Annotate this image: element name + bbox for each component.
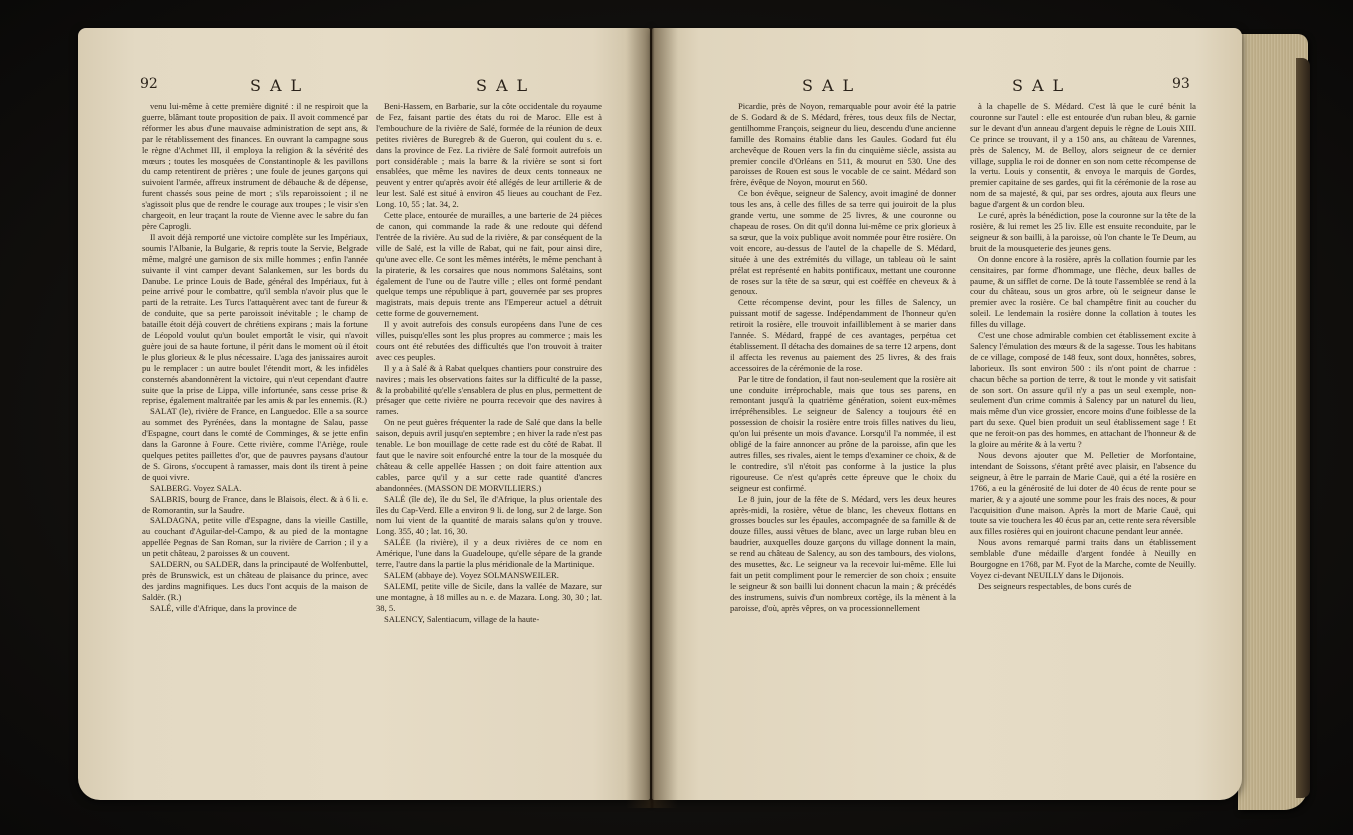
paragraph: Beni-Hassem, en Barbarie, sur la côte occidentale du royaume de Fez, faisant partie des états du roi de Maroc. Elle est à l'embouchure de la rivière de Salé, formée de la réunion de deux petites rivières de Buregreb & de Gueron, qui coulent du s. e. dans la province de Fez. La rivière de Salé formoit autrefois un port considérable ; mais la barre & la rivière se sont si fort ensablées, que même les navires de deux cents tonneaux ne peuvent y entrer qu'après avoir été allégés de leur artillerie & de leur lest. Salé est situé à environ 45 lieues au couchant de Fez. Long. 10, 55 ; lat. 34, 2. — [376, 101, 602, 210]
right-page — [652, 28, 1242, 800]
paragraph: Le 8 juin, jour de la fête de S. Médard, vers les deux heures après-midi, la rosière, vêtue de blanc, les cheveux flottans en grosses boucles sur les épaules, accompagnée de sa famille & de douze filles, aussi vêtues de blanc, avec un large ruban bleu en baudrier, auxquelles douze garçons du village donnent la main, se rend au château de Salency, au son des tambours, des violons, des musettes, &c. Le seigneur va la recevoir lui-même. Elle lui fait un petit compliment pour le remercier de son choix ; ensuite le seigneur & son bailli lui donnent chacun la main ; & précédés des instrumens, suivis d'un nombreux cortège, ils la mènent à la paroisse, d'où, après vêpres, on va processionnellement — [730, 493, 956, 613]
paragraph: Il avoit déjà remporté une victoire complète sur les Impériaux, soumis l'Albanie, la Bulgarie, & repris toute la Servie, Belgrade même, malgré une garnison de six mille hommes ; enfin l'année suivante il vint camper devant Salankemen, sur les bords du Danube. Le prince Louis de Bade, général des Impériaux, fut à peine arrivé pour le combattre, qu'il sembla n'avoir plus que le parti de la retraite. Les Turcs l'attaquèrent avec tant de fureur & de conduite, que sa perte paroissoit inévitable ; le champ de bataille étoit déjà couvert de chrétiens expirans ; mais la fortune de Léopold voulut qu'un boulet emportât le visir, qui n'avoit guère joui de sa haute fortune, il périt dans le moment où il étoit le plus glorieux & le plus nécessaire. L'aga des janissaires auroit pu le remplacer : un autre boulet l'étendit mort, & les infidèles consternés abandonnèrent la victoire, qui n'eut cependant d'autre suite que la prise de Lippa, ville infortunée, sans cesse prise & reprise, également maltraitée par les amis & par les ennemis. (R.) — [142, 231, 368, 406]
left-page — [78, 28, 650, 800]
page-number: 93 — [1172, 76, 1190, 92]
paragraph: Ce bon évêque, seigneur de Salency, avoit imaginé de donner tous les ans, à celle des filles de sa terre qui jouiroit de la plus grande vertu, une somme de 25 livres, & une couronne ou chapeau de roses. On dit qu'il donna lui-même ce prix glorieux à sa sœur, que la voix publique avoit nommée pour être rosière. On voit encore, au-dessus de l'autel de la chapelle de S. Médard, située à une des extrémités du village, un tableau où le saint prélat est représenté en habits pontificaux, mettant une couronne de roses sur la tête de sa sœur, qui est coëffée en cheveux & à genoux. — [730, 188, 956, 297]
column-2 — [376, 101, 602, 791]
entry: SALBRIS, bourg de France, dans le Blaisois, élect. & à 6 li. e. de Romorantin, sur la Saudre. — [142, 493, 368, 515]
paragraph: Par le titre de fondation, il faut non-seulement que la rosière ait une conduite irréprochable, mais que tous ses parens, en remontant jusqu'à la quatrième génération, soient eux-mêmes irrépréhensibles. Le seigneur de Salency a toujours été en possession de choisir la rosière entre trois filles natives du lieu, qu'on lui présente un mois d'avance. Lorsqu'il l'a nommée, il est obligé de la faire annoncer au prône de la paroisse, afin que les autres filles, ses rivales, aient le temps d'examiner ce choix, & de le contredire, s'il n'étoit pas conforme à la justice la plus rigoureuse. Ce n'est qu'après cette épreuve que le choix du seigneur est confirmé. — [730, 373, 956, 493]
entry: SALAT (le), rivière de France, en Languedoc. Elle a sa source au sommet des Pyrénées, dans la montagne de Salau, passe d'Espagne, court dans le comté de Comminges, & se jette enfin dans la Garonne à Foure. Cette rivière, comme l'Ariège, roule quelques petites paillettes d'or, que de pauvres paysans d'autour de S. Girons, s'occupent à ramasser, mais dont ils tirent à peine de quoi vivre. — [142, 406, 368, 482]
column-1 — [142, 101, 368, 791]
book-gutter — [626, 28, 678, 808]
paragraph: Cette place, entourée de murailles, a une barterie de 24 pièces de canon, qui commande la rade & une redoute qui défend l'entrée de la rivière. Au sud de la rivière, & par conséquent de la ville de Salé, est la ville de Rabat, qui ne fait, pour ainsi dire, qu'une avec elle. Ce sont les mêmes intérêts, le même penchant à la piraterie, & les corsaires que nous nommons Salétains, sont également de l'une ou de l'autre ville ; elles ont formé pendant quelque temps une république à part, gouvernée par ses propres magistrats, mais depuis trente ans l'Empereur actuel a détruit cette forme de gouvernement. — [376, 210, 602, 319]
paragraph: à la chapelle de S. Médard. C'est là que le curé bénit la couronne sur l'autel : elle est entourée d'un ruban bleu, & garnie sur le devant d'un anneau d'argent depuis le règne de Louis XIII. Ce prince se trouvant, il y a 150 ans, au château de Varennes, près de Salency, M. de Belloy, alors seigneur de ce dernier village, supplia le roi de donner en son nom cette récompense de la vertu. Louis y consentit, & envoya le marquis de Gordes, premier capitaine de ses gardes, qui fit la cérémonie de la rose au nom de sa majesté, & qui, par ses ordres, ajouta aux fleurs une bague d'argent & un cordon bleu. — [970, 101, 1196, 210]
entry: SALENCY, Salentiacum, village de la haute- — [384, 613, 540, 624]
running-head-right: SAL — [476, 76, 537, 95]
running-head-left: SAL — [250, 76, 311, 95]
entry: SALBERG. Voyez SALA. — [150, 482, 242, 493]
paragraph: Cette récompense devint, pour les filles de Salency, un puissant motif de sagesse. Indépendamment de l'honneur qu'en retiroit la rosière, elle trouvoit infailliblement à se marier dans l'année. S. Médard, frappé de ces avantages, perpétua cet établissement. Il détacha des domaines de sa terre 12 arpens, dont il affecta les revenus au paiement des 25 livres, & des frais accessoires de la cérémonie de la rose. — [730, 297, 956, 373]
paragraph: On ne peut guères fréquenter la rade de Salé que dans la belle saison, depuis avril jusqu'en septembre ; en hiver la rade n'est pas tenable. Le bon mouillage de cette rade est du côté de Rabat. Il faut que le navire soit enfourché entre la tour de la mosquée du château & celle appellée Hassen ; on doit faire attention aux cables, parce qu'il y a sur cette rade quantité d'ancres abandonnées. (MASSON DE MORVILLIERS.) — [376, 417, 602, 493]
paragraph: venu lui-même à cette première dignité : il ne respiroit que la guerre, blâmant toute proposition de paix. Il avoit commencé par réformer les abus d'une mauvaise administration de sept ans, & par le rétablissement des finances. En ouvrant la campagne sous le règne d'Achmet III, il employa la religion & la sévérité des mœurs ; toutes les mosquées de Constantinople & les pavillons du camp retentirent de prières ; une foule de jeunes garçons qui suivoient l'armée, affreux instrument de débauche & de dépense, furent chassés sous peine de mort ; s'ils reparoissoient ; il ne s'agissoit plus que de rendre le courage aux troupes ; le visir s'en chargeoit, en leur traçant la route de Vienne avec le sabre du fan père Caprogli. — [142, 101, 368, 231]
paragraph: Il y a à Salé & à Rabat quelques chantiers pour construire des navires ; mais les observations faites sur la difficulté de la passe, & la probabilité qu'elle s'ensablera de plus en plus, permettent de présager que cette rivière ne pourra recevoir que des navires à rames. — [376, 362, 602, 417]
column-1 — [730, 101, 956, 791]
running-head-right: SAL — [1012, 76, 1073, 95]
paragraph: Nous devons ajouter que M. Pelletier de Morfontaine, intendant de Soissons, s'étant prêté avec plaisir, en l'absence du seigneur, à être le parrain de Marie Cauë, qui a été la rosière en 1766, a eu la générosité de lui doter de 40 écus de rente pour se marier, & y a ajouté une somme pour les frais des noces, & pour l'acquisition d'une maison. Après la mort de Marie Cauë, qui toute sa vie touchera les 40 écus par an, cette rente sera réversible aux filles rosières qui en jouiront chacune pendant leur année. — [970, 450, 1196, 537]
entry: SALEM (abbaye de). Voyez SOLMANSWEILER. — [384, 569, 559, 580]
paragraph: Il y avoit autrefois des consuls européens dans l'une de ces villes, puisqu'elles sont les plus propres au commerce ; mais les cours ont été rebutées des difficultés que l'on trouvoit à traiter avec ces peuples. — [376, 319, 602, 362]
book-cover-edge — [1296, 58, 1310, 798]
paragraph: Des seigneurs respectables, de bons curés de — [978, 580, 1132, 591]
running-head-left: SAL — [802, 76, 863, 95]
entry: SALÉ (île de), île du Sel, île d'Afrique, la plus orientale des îles du Cap-Verd. Elle a environ 9 li. de long, sur 2 de large. Son nom lui vient de la quantité de marais salans qu'on y trouve. Long. 355, 40 ; lat. 16, 30. — [376, 493, 602, 537]
column-2 — [970, 101, 1196, 791]
paragraph: Nous avons remarqué parmi traits dans un établissement semblable d'une médaille d'argent fondée à Neuilly en Bourgogne en 1768, par M. Fyot de la Marche, comte de Neuilly. Voyez ci-devant NEUILLY dans le Dijonois. — [970, 537, 1196, 580]
entry: SALÉE (la rivière), il y a deux rivières de ce nom en Amérique, l'une dans la Guadeloupe, qu'elle sépare de la grande terre, l'autre dans la partie la plus méridionale de la Martinique. — [376, 537, 602, 570]
entry: SALDAGNA, petite ville d'Espagne, dans la vieille Castille, au couchant d'Aguilar-del-Campo, & au pied de la montagne appellée Pegnas de San Roman, sur la rivière de Carrion ; il y a un petit château, 2 paroisses & un couvent. — [142, 515, 368, 559]
open-book — [78, 28, 1290, 818]
paragraph: C'est une chose admirable combien cet établissement excite à Salency l'émulation des mœurs & de la sagesse. Tous les habitans de ce village, composé de 148 feux, sont doux, honnêtes, sobres, laborieux. Ils sont environ 500 : ils n'ont point de charrue : chacun bêche sa portion de terre, & tout le monde y vit satisfait de son sort. On assure qu'il n'y a pas un seul exemple, non-seulement d'un crime commis à Salency par un naturel du lieu, mais même d'un vice grossier, encore moins d'une foiblesse de la part du sexe. Quel bien produit un seul établissement sage ! Et que ne feroit-on pas des hommes, en attachant de l'honneur & de la gloire au mérite & à la vertu ? — [970, 330, 1196, 450]
page-number: 92 — [140, 76, 158, 92]
entry: SALEMI, petite ville de Sicile, dans la vallée de Mazare, sur une montagne, à 18 milles au n. e. de Mazara. Long. 30, 30 ; lat. 38, 5. — [376, 580, 602, 613]
paragraph: On donne encore à la rosière, après la collation fournie par les censitaires, par forme d'hommage, une flèche, deux balles de paume, & un sifflet de corne. De là toute l'assemblée se rend à la cour du château, sous un gros arbre, où le seigneur danse le premier avec la rosière. Ce bal champêtre finit au coucher du soleil. Le lendemain la rosière donne la collation à toutes les filles du village. — [970, 253, 1196, 330]
paragraph: Picardie, près de Noyon, remarquable pour avoir été la patrie de S. Godard & de S. Médard, frères, tous deux fils de Nectar, gentilhomme François, seigneur du lieu, descendu d'une ancienne famille des Romains établie dans les Gaules. Godard fut élu archevêque de Rouen vers la fin du cinquième siècle, assista au premier concile d'Orléans en 511, & mourut en 530. Une des paroisses de Rouen est sous le vocable de ce saint. Médard son frère, évêque de Noyon, mourut en 560. — [730, 101, 956, 188]
entry: SALÉ, ville d'Afrique, dans la province de — [150, 602, 297, 613]
entry: SALDERN, ou SALDER, dans la principauté de Wolfenbuttel, près de Brunswick, est un château de plaisance du prince, avec des jardins magnifiques. Les ducs l'ont acquis de la maison de Saldër. (R.) — [142, 559, 368, 602]
paragraph: Le curé, après la bénédiction, pose la couronne sur la tête de la rosière, & lui remet les 25 liv. Elle est ensuite reconduite, par le seigneur & son bailli, à la paroisse, où l'on chante le Te Deum, au bruit de la mousqueterie des jeunes gens. — [970, 210, 1196, 253]
